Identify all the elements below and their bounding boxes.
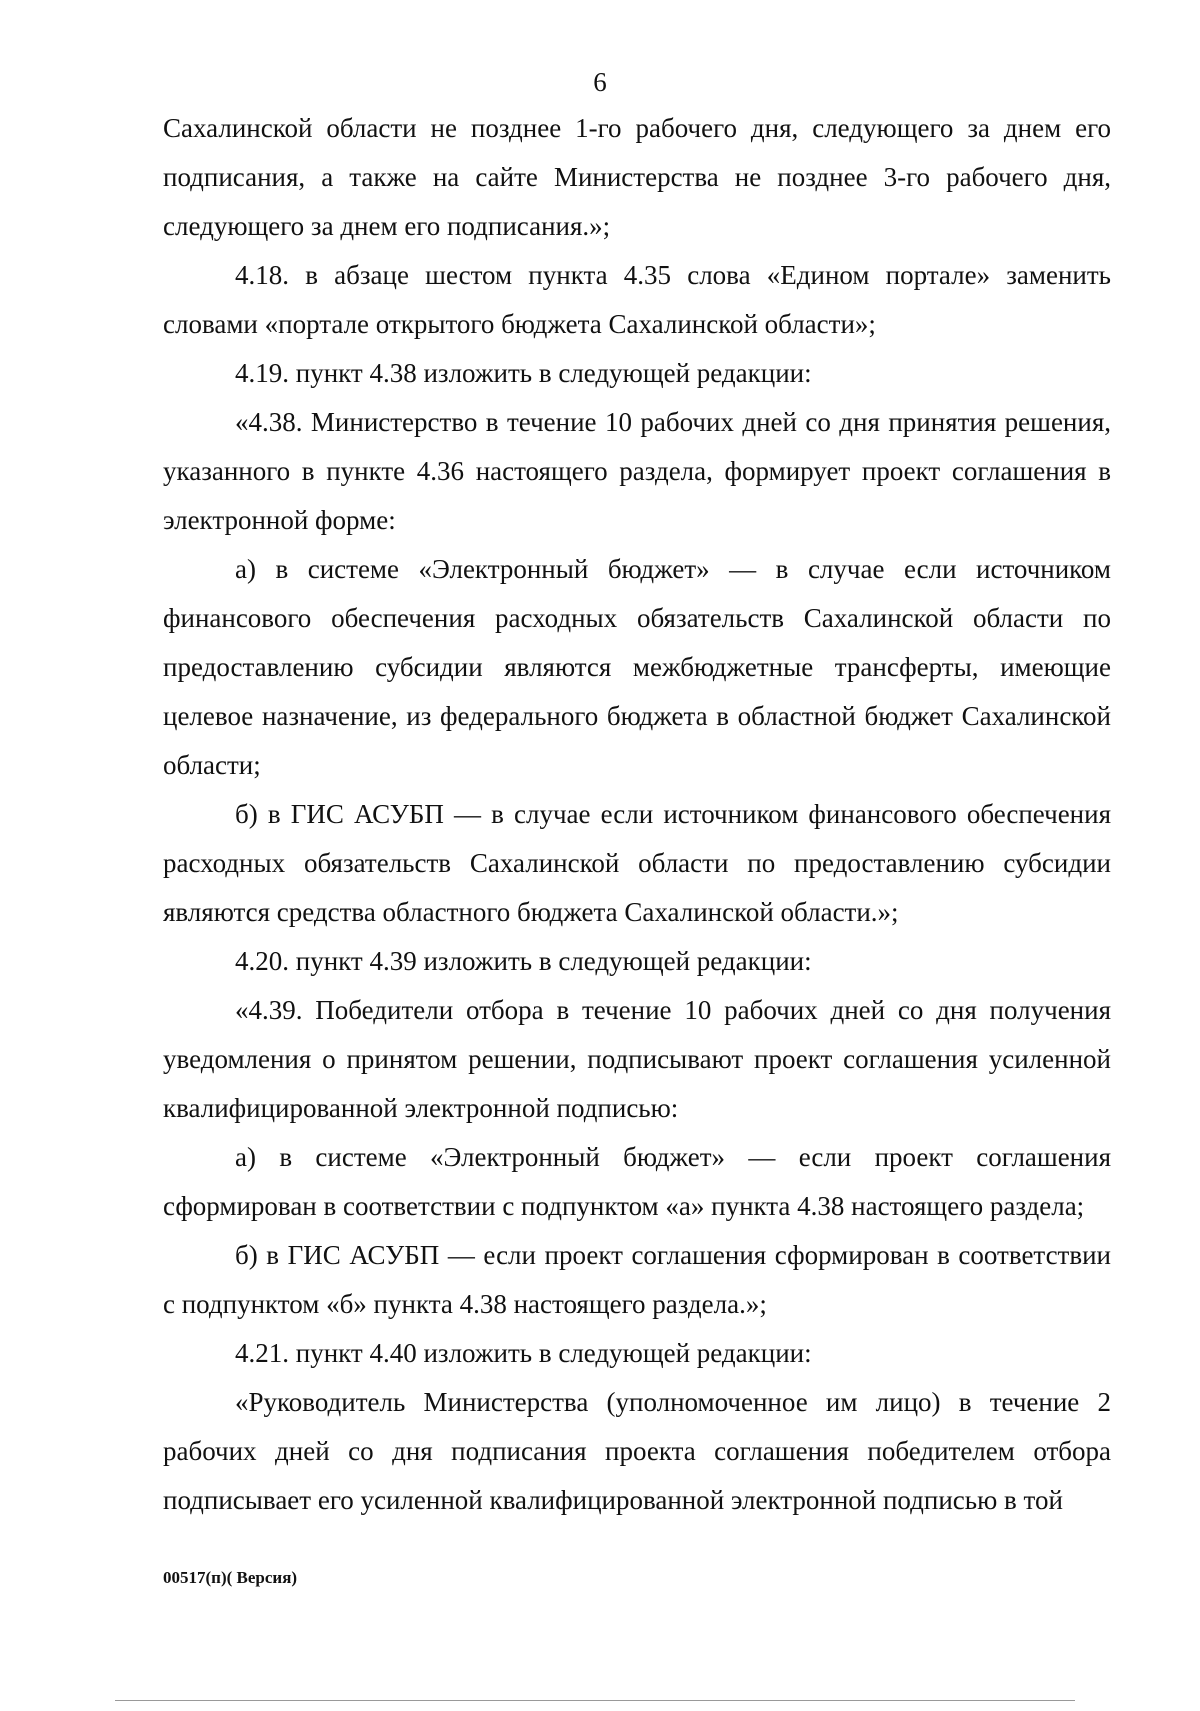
document-version-code: 00517(п)( Версия) <box>163 1568 298 1587</box>
document-body <box>163 104 1111 1525</box>
paragraph-point-4-38: «4.38. Министерство в течение 10 рабочих дней со дня принятия решения, указанного в пункте 4.36 настоящего раздела, формирует проект соглашения в электронной форме: <box>163 407 1111 535</box>
paragraph-item-4-20: 4.20. пункт 4.39 изложить в следующей редакции: <box>235 946 812 976</box>
paragraph-subpoint-b: б) в ГИС АСУБП — если проект соглашения сформирован в соответствии с подпунктом «б» пункта 4.38 настоящего раздела.»; <box>163 1240 1111 1319</box>
paragraph-item-4-19: 4.19. пункт 4.38 изложить в следующей редакции: <box>235 358 812 388</box>
paragraph-continuation: Сахалинской области не позднее 1-го рабочего дня, следующего за днем его подписания, а также на сайте Министерства не позднее 3-го рабочего дня, следующего за днем его подписания.»; <box>163 113 1111 241</box>
paragraph-subpoint-a: а) в системе «Электронный бюджет» — если проект соглашения сформирован в соответствии с подпунктом «а» пункта 4.38 настоящего раздела; <box>163 1142 1111 1221</box>
bottom-divider <box>115 1700 1075 1701</box>
paragraph-item-4-18: 4.18. в абзаце шестом пункта 4.35 слова «Едином портале» заменить словами «портале открытого бюджета Сахалинской области»; <box>163 260 1111 339</box>
paragraph-point-4-40: «Руководитель Министерства (уполномоченное им лицо) в течение 2 рабочих дней со дня подписания проекта соглашения победителем отбора подписывает его усиленной квалифицированной электронной подписью в той <box>163 1387 1111 1515</box>
page-number: 6 <box>593 67 607 97</box>
paragraph-item-4-21: 4.21. пункт 4.40 изложить в следующей редакции: <box>235 1338 812 1368</box>
paragraph-subpoint-a: а) в системе «Электронный бюджет» — в случае если источником финансового обеспечения расходных обязательств Сахалинской области по предоставлению субсидии являются межбюджетные трансферты, имеющие целевое назначение, из федерального бюджета в областной бюджет Сахалинской области; <box>163 554 1111 780</box>
paragraph-point-4-39: «4.39. Победители отбора в течение 10 рабочих дней со дня получения уведомления о принятом решении, подписывают проект соглашения усиленной квалифицированной электронной подписью: <box>163 995 1111 1123</box>
paragraph-subpoint-b: б) в ГИС АСУБП — в случае если источником финансового обеспечения расходных обязательств Сахалинской области по предоставлению субсидии являются средства областного бюджета Сахалинской области.»; <box>163 799 1111 927</box>
